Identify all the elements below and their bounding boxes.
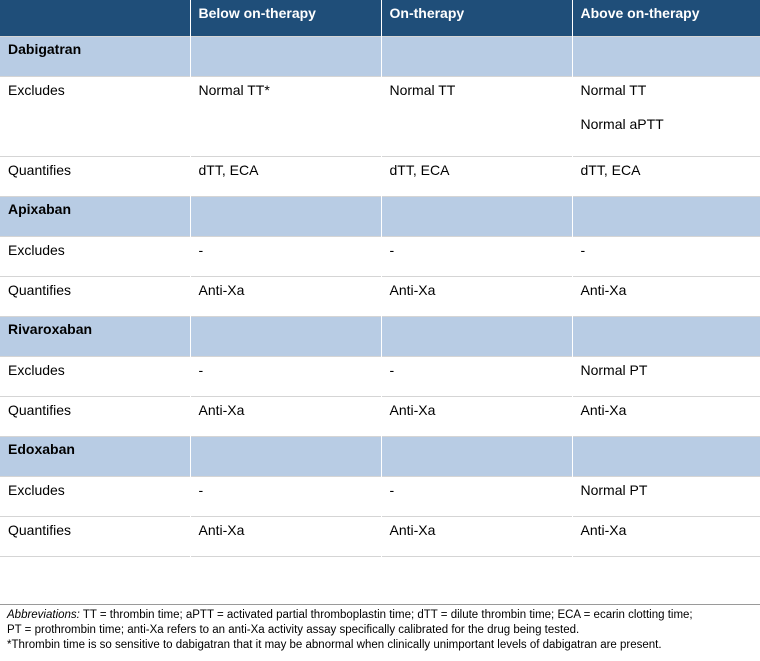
cell-above-line2: Normal aPTT (580, 115, 664, 132)
abbreviations-label: Abbreviations: (7, 609, 80, 621)
row-label: Quantifies (0, 156, 190, 196)
header-above-on-therapy: Above on-therapy (572, 0, 760, 36)
cell-on: - (381, 236, 572, 276)
abbreviations-text-2: PT = prothrombin time; anti-Xa refers to an anti-Xa activity assay specifically calibrated for the drug being tested. (7, 624, 580, 636)
row-label: Excludes (0, 76, 190, 156)
drug-row-dabigatran (0, 36, 760, 76)
row-label: Excludes (0, 356, 190, 396)
cell-below: Anti-Xa (190, 516, 381, 556)
table-row-blank (0, 556, 760, 603)
abbreviations-text: TT = thrombin time; aPTT = activated partial thromboplastin time; dTT = dilute thrombin time; ECA = ecarin clotting time; (79, 609, 693, 621)
cell-on: Anti-Xa (381, 516, 572, 556)
cell-below: dTT, ECA (190, 156, 381, 196)
abbreviations-note (7, 608, 760, 623)
cell-above-line1: Normal TT (580, 81, 647, 98)
cell-on: Normal TT (381, 76, 572, 156)
cell-above: - (572, 236, 760, 276)
cell-above: Anti-Xa (572, 516, 760, 556)
table-header-row (0, 0, 760, 36)
drug-name: Dabigatran (0, 36, 190, 76)
table-row-edoxaban-quantifies (0, 516, 760, 556)
row-label: Excludes (0, 476, 190, 516)
row-label: Quantifies (0, 276, 190, 316)
table-row-edoxaban-excludes (0, 476, 760, 516)
cell-below: - (190, 476, 381, 516)
table-row-dabigatran-quantifies (0, 156, 760, 196)
row-label: Quantifies (0, 396, 190, 436)
table-row-rivaroxaban-quantifies (0, 396, 760, 436)
drug-row-edoxaban (0, 436, 760, 476)
cell-below: Normal TT* (190, 76, 381, 156)
drug-row-apixaban (0, 196, 760, 236)
table-row-apixaban-quantifies (0, 276, 760, 316)
table-footnote (0, 604, 760, 653)
cell-above: Anti-Xa (572, 396, 760, 436)
cell-above: Anti-Xa (572, 276, 760, 316)
cell-below: Anti-Xa (190, 396, 381, 436)
cell-above: Normal PT (572, 476, 760, 516)
drug-name: Rivaroxaban (0, 316, 190, 356)
cell-on: - (381, 356, 572, 396)
table-row-dabigatran-excludes (0, 76, 760, 156)
table-row-rivaroxaban-excludes (0, 356, 760, 396)
header-below-on-therapy: Below on-therapy (190, 0, 381, 36)
header-on-therapy: On-therapy (381, 0, 572, 36)
cell-above: dTT, ECA (572, 156, 760, 196)
cell-on: Anti-Xa (381, 276, 572, 316)
cell-on: dTT, ECA (381, 156, 572, 196)
cell-below: - (190, 236, 381, 276)
header-empty (0, 0, 190, 36)
drug-row-rivaroxaban (0, 316, 760, 356)
cell-above: Normal PT (572, 356, 760, 396)
cell-on: Anti-Xa (381, 396, 572, 436)
table-row-apixaban-excludes (0, 236, 760, 276)
asterisk-note: *Thrombin time is so sensitive to dabigatran that it may be abnormal when clinically unimportant levels of dabigatran are present. (7, 639, 662, 651)
cell-below: - (190, 356, 381, 396)
cell-on: - (381, 476, 572, 516)
row-label: Quantifies (0, 516, 190, 556)
cell-above (572, 76, 760, 156)
drug-name: Apixaban (0, 196, 190, 236)
drug-name: Edoxaban (0, 436, 190, 476)
cell-below: Anti-Xa (190, 276, 381, 316)
row-label: Excludes (0, 236, 190, 276)
